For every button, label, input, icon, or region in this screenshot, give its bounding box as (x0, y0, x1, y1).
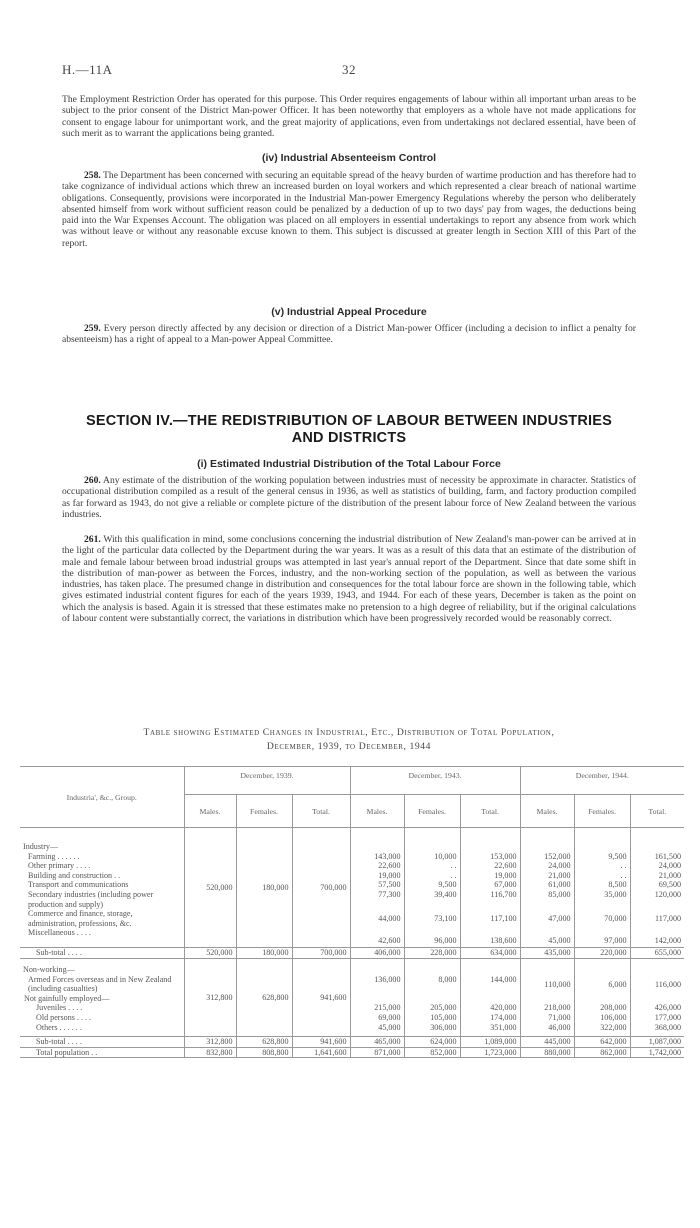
cell: 117,100 (460, 909, 520, 928)
cell: 628,800 (236, 1037, 292, 1048)
row-label: Juveniles . . . . (36, 1003, 83, 1013)
cell: 85,000 (520, 890, 574, 909)
intro-paragraph: The Employment Restriction Order has operated for this purpose. This Order requires engagements of labour within all important urban areas to be subject to the prior consent of the District Man-power Officer. It has been noteworthy that employers as a whole have not made applications for consent to engage labour for unimportant work, and the great majority of applications, even from undertakings not declared essential, have been of such merit as to warrant the applications being granted. (62, 94, 636, 139)
cell: 77,300 (350, 890, 404, 909)
table-caption-line-1: Table showing Estimated Changes in Industrial, Etc., Distribution of Total Population, (143, 727, 555, 738)
group-column-header: Industria', &c., Group. (66, 792, 137, 802)
row-label: Armed Forces overseas and in New Zealand (including casualties) (28, 974, 172, 994)
paragraph-text: Every person directly affected by any decision or direction of a District Man-power Officer (including a decision to inflict a penalty for absenteeism) has a right of appeal to a Man-power Appeal Committee. (62, 323, 636, 346)
cell: 67,000 (460, 880, 520, 890)
paragraph-number: 258. (84, 170, 101, 181)
cell: 70,000 (574, 909, 630, 928)
cell: 39,400 (404, 890, 460, 909)
cell: 655,000 (630, 948, 684, 959)
subheading-appeal: (v) Industrial Appeal Procedure (271, 306, 427, 318)
cell: 69,000 (350, 1013, 404, 1023)
page-number: 32 (342, 62, 356, 77)
table-row (20, 1013, 684, 1023)
cell: 852,000 (404, 1047, 460, 1058)
cell: . . (574, 861, 630, 871)
cell: 120,000 (630, 890, 684, 909)
cell: 1,087,000 (630, 1037, 684, 1048)
nonworking-heading-row (20, 958, 684, 974)
cell: 351,000 (460, 1023, 520, 1037)
cell: 71,000 (520, 1013, 574, 1023)
paragraph-number: 261. (84, 534, 101, 545)
row-label: Total population . . (36, 1047, 98, 1057)
cell: 97,000 (574, 928, 630, 945)
cell: 136,000 (350, 975, 404, 994)
col-females: Females. (574, 795, 630, 828)
cell: 42,600 (350, 928, 404, 945)
cell: 96,000 (404, 928, 460, 945)
row-label: Industry— (23, 842, 59, 851)
industry-subtotal-row (20, 948, 684, 959)
cell: 24,000 (630, 861, 684, 871)
table-row (20, 880, 684, 890)
cell: 180,000 (236, 828, 292, 948)
cell: 628,800 (236, 958, 292, 1036)
table-row (20, 1023, 684, 1037)
col-total: Total. (630, 795, 684, 828)
year-header-row (20, 767, 684, 795)
cell: . . (404, 861, 460, 871)
cell: 110,000 (520, 975, 574, 994)
industry-heading-row (20, 828, 684, 852)
cell: 19,000 (460, 871, 520, 881)
cell: 1,641,600 (292, 1047, 350, 1058)
cell: 306,000 (404, 1023, 460, 1037)
cell: 435,000 (520, 948, 574, 959)
row-label: Sub-total . . . . (36, 1037, 82, 1047)
section-title-line-2: AND DISTRICTS (291, 430, 407, 446)
row-label: Miscellaneous . . . . (28, 928, 91, 938)
cell: . . (574, 871, 630, 881)
cell: 152,000 (520, 852, 574, 862)
subheading-absenteeism: (iv) Industrial Absenteeism Control (261, 152, 437, 164)
cell: 44,000 (350, 909, 404, 928)
cell: 142,000 (630, 928, 684, 945)
nonworking-subtotal-row (20, 1037, 684, 1048)
cell: 1,723,000 (460, 1047, 520, 1058)
paragraph-text: With this qualification in mind, some conclusions concerning the industrial distribution of New Zealand's man-power can be arrived at in the light of the particular data collected by the Department during the war years. It was as a result of this data that an estimate of the distribution of male and female labour between broad industrial groups was attempted in last year's annual report of the Department. Since that date some shift in the distribution of man-power as between the Forces, industry, and the non-working section of the population, as well as between the various industries, has taken place. The presumed change in distribution and consequences for the total labour force are shown in the following table, which gives estimated industrial content figures for each of the years 1939, 1943, and 1944. For each of these years, December is taken as the point on which the analysis is based. Again it is stressed that these estimates make no pretension to a high degree of reliability, but if the original calculations of labour content were substantially correct, the variations in distribution which have been progressively recorded would be reasonably correct. (62, 534, 636, 625)
cell: 153,000 (460, 852, 520, 862)
table-row (20, 852, 684, 862)
paragraph-number: 259. (84, 323, 101, 334)
cell: 871,000 (350, 1047, 404, 1058)
cell: 465,000 (350, 1037, 404, 1048)
row-label: Commerce and finance, storage, administration, professions, &c. (28, 909, 133, 928)
cell: 22,600 (350, 861, 404, 871)
table-row (20, 890, 684, 909)
cell: 520,000 (184, 828, 236, 948)
year-header-1939: December, 1939. (184, 767, 350, 795)
table-row (20, 871, 684, 881)
cell: 9,500 (574, 852, 630, 862)
cell: 215,000 (350, 1003, 404, 1013)
table-row (20, 1003, 684, 1013)
cell: 21,000 (630, 871, 684, 881)
cell: 21,000 (520, 871, 574, 881)
cell: 205,000 (404, 1003, 460, 1013)
row-label: Farming . . . . . . (28, 851, 80, 861)
cell: 24,000 (520, 861, 574, 871)
cell: 138,600 (460, 928, 520, 945)
section-title (62, 413, 636, 447)
paragraph-text: The Department has been concerned with securing an equitable spread of the heavy burden of wartime production and has therefore had to take cognizance of individual actions which threw an increased burden on loyal workers and which represented a clear breach of national wartime obligations. Consequently, provisions were incorporated in the Industrial Man-power Emergency Regulations whereby the person who deliberately absented himself from work without sufficient reason could be penalized by a deduction of up to two days' pay from wages, the deductions being paid into the War Expenses Account. The obligation was placed on all employers in essential undertakings to report any absence from work which was without leave or without any reasonable excuse known to them. This subject is discussed at greater length in Section XIII of this Part of the report. (62, 170, 636, 249)
cell: 520,000 (184, 948, 236, 959)
cell: 220,000 (574, 948, 630, 959)
cell: 6,000 (574, 975, 630, 994)
paragraph-261 (62, 534, 636, 624)
cell: 8,500 (574, 880, 630, 890)
cell: 57,500 (350, 880, 404, 890)
cell: 941,600 (292, 1037, 350, 1048)
cell: 116,000 (630, 975, 684, 994)
cell: 177,000 (630, 1013, 684, 1023)
cell: 808,800 (236, 1047, 292, 1058)
cell: 61,000 (520, 880, 574, 890)
cell: 312,800 (184, 1037, 236, 1048)
row-label: Others . . . . . . (36, 1022, 82, 1032)
cell: 9,500 (404, 880, 460, 890)
cell: 116,700 (460, 890, 520, 909)
subheading-distribution: (i) Estimated Industrial Distribution of the Total Labour Force (197, 458, 501, 470)
row-label: Secondary industries (including power production and supply) (28, 889, 154, 909)
cell: 218,000 (520, 1003, 574, 1013)
labour-distribution-table (20, 766, 684, 1058)
row-label: Not gainfully employed— (24, 993, 110, 1003)
col-total: Total. (460, 795, 520, 828)
cell: 174,000 (460, 1013, 520, 1023)
cell: 406,000 (350, 948, 404, 959)
col-males: Males. (350, 795, 404, 828)
cell: 832,800 (184, 1047, 236, 1058)
cell: 47,000 (520, 909, 574, 928)
cell: 426,000 (630, 1003, 684, 1013)
cell: 45,000 (350, 1023, 404, 1037)
cell: 1,742,000 (630, 1047, 684, 1058)
year-header-1944: December, 1944. (520, 767, 684, 795)
cell: 368,000 (630, 1023, 684, 1037)
cell: 312,800 (184, 958, 236, 1036)
row-label: Building and construction . . (28, 870, 121, 880)
cell: 105,000 (404, 1013, 460, 1023)
cell: 1,089,000 (460, 1037, 520, 1048)
row-label: Transport and communications (28, 880, 129, 890)
cell: 8,000 (404, 975, 460, 994)
cell: 10,000 (404, 852, 460, 862)
cell: 117,000 (630, 909, 684, 928)
row-label: Old persons . . . . (36, 1012, 92, 1022)
cell: 228,000 (404, 948, 460, 959)
cell: 144,000 (460, 975, 520, 994)
cell: 69,500 (630, 880, 684, 890)
table-row (20, 861, 684, 871)
cell: 624,000 (404, 1037, 460, 1048)
cell: 208,000 (574, 1003, 630, 1013)
row-label: Sub-total . . . . (36, 948, 82, 958)
section-title-line-1: SECTION IV.—THE REDISTRIBUTION OF LABOUR BETWEEN INDUSTRIES (85, 413, 613, 429)
cell: 634,000 (460, 948, 520, 959)
cell: 45,000 (520, 928, 574, 945)
cell: 46,000 (520, 1023, 574, 1037)
cell: 143,000 (350, 852, 404, 862)
table-row (20, 909, 684, 928)
cell: 445,000 (520, 1037, 574, 1048)
cell: 22,600 (460, 861, 520, 871)
cell: . . (404, 871, 460, 881)
row-label: Non-working— (23, 964, 75, 974)
cell: 322,000 (574, 1023, 630, 1037)
total-population-row (20, 1047, 684, 1058)
paragraph-259 (62, 323, 636, 346)
cell: 161,500 (630, 852, 684, 862)
subheading-row (20, 994, 684, 1004)
cell: 700,000 (292, 948, 350, 959)
cell: 106,000 (574, 1013, 630, 1023)
paragraph-number: 260. (84, 475, 101, 486)
col-females: Females. (236, 795, 292, 828)
table-caption (62, 726, 636, 754)
cell: 180,000 (236, 948, 292, 959)
cell: 420,000 (460, 1003, 520, 1013)
col-total: Total. (292, 795, 350, 828)
cell: 862,000 (574, 1047, 630, 1058)
table-row (20, 928, 684, 945)
col-males: Males. (520, 795, 574, 828)
cell: 941,600 (292, 958, 350, 1036)
table-row (20, 975, 684, 994)
cell: 642,000 (574, 1037, 630, 1048)
paragraph-text: Any estimate of the distribution of the working population between industries must of necessity be approximate in character. Statistics of occupational distribution compiled as a result of the general census in 1936, as well as statistics of building, farm, and factory production compiled as far forward as 1943, do not give a reliable or complete picture of the distribution of the present labour force of New Zealand between the various industries. (62, 475, 636, 520)
paragraph-258 (62, 170, 636, 249)
year-header-1943: December, 1943. (350, 767, 520, 795)
paragraph-260 (62, 475, 636, 520)
document-code: H.—11A (62, 62, 113, 77)
col-males: Males. (184, 795, 236, 828)
cell: 19,000 (350, 871, 404, 881)
table-caption-line-2: December, 1939, to December, 1944 (266, 741, 432, 752)
cell: 700,000 (292, 828, 350, 948)
cell: 73,100 (404, 909, 460, 928)
col-females: Females. (404, 795, 460, 828)
cell: 880,000 (520, 1047, 574, 1058)
cell: 35,000 (574, 890, 630, 909)
row-label: Other primary . . . . (28, 861, 91, 871)
